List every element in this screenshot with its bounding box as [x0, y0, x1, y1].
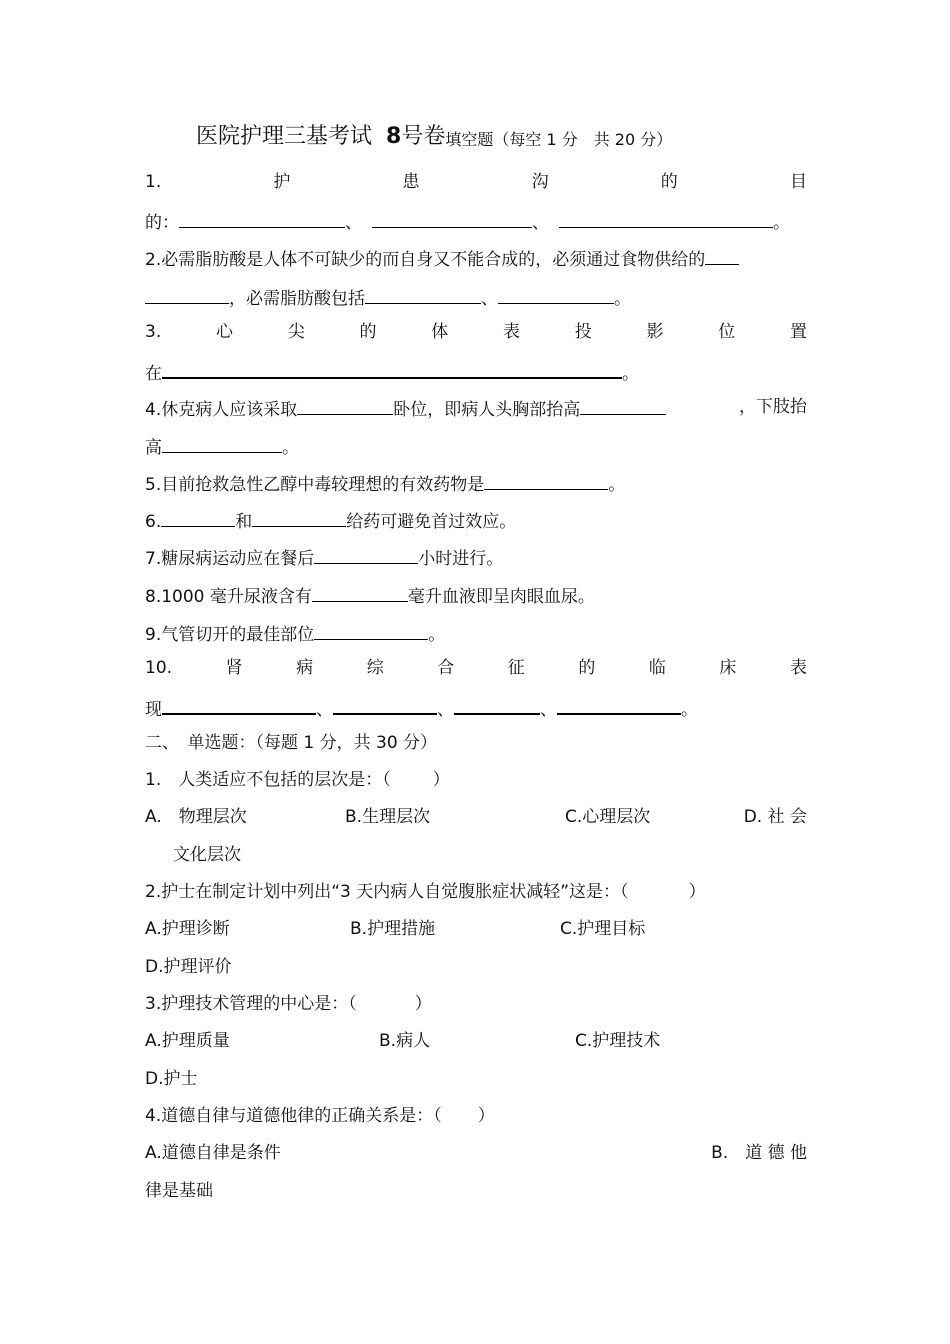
- separator: 、: [540, 700, 557, 720]
- question-4-line-1: [145, 392, 807, 422]
- q10-char: 的: [578, 658, 596, 678]
- answer-blank[interactable]: [179, 205, 345, 228]
- q10-text: 现: [145, 700, 162, 720]
- answer-blank[interactable]: [162, 691, 316, 715]
- q1-char: 沟: [531, 172, 549, 192]
- option-b[interactable]: B.生理层次: [345, 807, 431, 827]
- answer-blank[interactable]: [162, 430, 282, 453]
- answer-blank[interactable]: [365, 281, 481, 304]
- period: 。: [282, 438, 299, 458]
- q8-text: 毫升血液即呈肉眼血尿。: [407, 587, 595, 607]
- answer-blank[interactable]: [557, 691, 681, 715]
- option-b[interactable]: B.护理措施: [350, 919, 436, 939]
- answer-blank[interactable]: [162, 355, 622, 379]
- q4-text: 高: [145, 438, 162, 458]
- q4-text: 卧位，即病人头胸部抬高: [393, 400, 581, 420]
- paren-close: ）: [477, 1106, 495, 1126]
- question-7: [145, 541, 807, 571]
- cq2-text: 2.护士在制定计划中列出“3 天内病人自觉腹胀症状减轻”这是：（: [145, 882, 629, 902]
- cq3-text: 3.护理技术管理的中心是：（: [145, 994, 357, 1014]
- question-1-line-1: [145, 167, 807, 197]
- choice-question-1: [145, 765, 807, 795]
- q3-char: 投: [574, 322, 592, 342]
- q10-char: 10.: [145, 658, 173, 678]
- choice-question-3-options: [145, 1026, 807, 1056]
- question-9: [145, 617, 807, 647]
- answer-blank[interactable]: [314, 617, 428, 640]
- choice-question-4-options: [145, 1138, 807, 1168]
- answer-blank[interactable]: [559, 205, 773, 228]
- q10-char: 床: [719, 658, 737, 678]
- period: 。: [428, 625, 446, 645]
- separator: 、: [316, 700, 333, 720]
- question-1-line-2: [145, 205, 807, 235]
- q1-char: 护: [273, 172, 291, 192]
- q9-text: 9.气管切开的最佳部位: [145, 625, 315, 645]
- option-b[interactable]: B.病人: [379, 1031, 431, 1051]
- q10-char: 病: [296, 658, 314, 678]
- option-d[interactable]: D.护士: [145, 1069, 198, 1089]
- section-title: 二、 单选题：（每题 1 分，共 30 分）: [145, 733, 438, 753]
- question-3-line-1: [145, 317, 807, 347]
- title-suffix: 号卷: [401, 124, 446, 149]
- period: 。: [773, 213, 790, 233]
- section-heading: 填空题（每空 1 分 共 20 分）: [445, 130, 673, 149]
- period: 。: [622, 364, 639, 384]
- option-c[interactable]: C.护理目标: [560, 919, 646, 939]
- answer-blank[interactable]: [454, 691, 540, 715]
- option-b[interactable]: B. 道 德 他: [711, 1143, 807, 1163]
- choice-section-heading: [145, 728, 807, 758]
- q3-char: 体: [431, 322, 449, 342]
- q10-char: 临: [648, 658, 666, 678]
- cq1-text: 1. 人类适应不包括的层次是：（: [145, 770, 391, 790]
- q10-char: 征: [507, 658, 525, 678]
- answer-blank[interactable]: [484, 467, 608, 490]
- separator: 、: [345, 213, 362, 233]
- q10-char: 肾: [225, 658, 243, 678]
- answer-blank[interactable]: [161, 504, 235, 527]
- question-2-line-2: [145, 281, 807, 311]
- q1-text: 的：: [145, 213, 179, 233]
- q4-text: 4.休克病人应该采取: [145, 400, 298, 420]
- answer-blank[interactable]: [314, 541, 418, 564]
- q2-text: 2.必需脂肪酸是人体不可缺少的而自身又不能合成的，必须通过食物供给的: [145, 250, 706, 270]
- paren-close: ）: [688, 882, 706, 902]
- q3-char: 位: [718, 322, 736, 342]
- q5-text: 5.目前抢救急性乙醇中毒较理想的有效药物是: [145, 475, 485, 495]
- q1-char: 患: [402, 172, 420, 192]
- answer-blank[interactable]: [580, 392, 666, 415]
- choice-question-2-options: [145, 914, 807, 944]
- separator: 、: [481, 289, 498, 309]
- q8-text: 8.1000 毫升尿液含有: [145, 587, 312, 607]
- cq4-text: 4.道德自律与道德他律的正确关系是：（: [145, 1106, 442, 1126]
- q1-char: 1.: [145, 172, 162, 192]
- answer-blank[interactable]: [312, 579, 408, 602]
- option-a[interactable]: A.护理质量: [145, 1031, 230, 1051]
- option-c[interactable]: C.护理技术: [575, 1031, 661, 1051]
- answer-blank[interactable]: [498, 281, 614, 304]
- q6-text: 给药可避免首过效应。: [346, 512, 517, 532]
- option-c[interactable]: C.心理层次: [565, 807, 651, 827]
- option-b-cont: 律是基础: [145, 1181, 213, 1201]
- q3-char: 影: [646, 322, 664, 342]
- answer-blank[interactable]: [297, 392, 393, 415]
- question-5: [145, 467, 807, 497]
- q3-char: 尖: [287, 322, 305, 342]
- choice-question-4: [145, 1101, 807, 1131]
- answer-blank[interactable]: [252, 504, 346, 527]
- q6-text: 和: [235, 512, 253, 532]
- q3-char: 心: [215, 322, 233, 342]
- choice-question-2-option-d: [145, 952, 807, 982]
- question-3-line-2: [145, 355, 807, 385]
- q10-char: 综: [366, 658, 384, 678]
- q10-char: 表: [789, 658, 807, 678]
- separator: 、: [532, 213, 549, 233]
- q7-text: 7.糖尿病运动应在餐后: [145, 549, 315, 569]
- q1-char: 的: [660, 172, 678, 192]
- option-a[interactable]: A. 物理层次: [145, 807, 247, 827]
- separator: 、: [437, 700, 454, 720]
- answer-blank[interactable]: [333, 691, 437, 715]
- question-10-line-1: [145, 653, 807, 683]
- q3-char: 表: [502, 322, 520, 342]
- q10-char: 合: [437, 658, 455, 678]
- option-d[interactable]: D.护理评价: [145, 957, 232, 977]
- q6-text: 6.: [145, 512, 162, 532]
- option-a[interactable]: A.道德自律是条件: [145, 1143, 281, 1163]
- period: 。: [681, 700, 698, 720]
- title-main: 医院护理三基考试: [196, 124, 373, 149]
- q2-text: ，必需脂肪酸包括: [229, 289, 365, 309]
- question-4-line-2: [145, 430, 807, 460]
- q3-char: 置: [789, 322, 807, 342]
- q1-char: 目: [789, 172, 807, 192]
- choice-question-3: [145, 989, 807, 1019]
- period: 。: [608, 475, 626, 495]
- paren-close: ）: [432, 770, 450, 790]
- q7-text: 小时进行。: [418, 549, 504, 569]
- choice-question-2: [145, 877, 807, 907]
- paren-close: ）: [414, 994, 432, 1014]
- question-6: [145, 504, 807, 534]
- choice-question-4-cont: [145, 1176, 807, 1206]
- choice-question-3-option-d: [145, 1064, 807, 1094]
- question-10-line-2: [145, 691, 807, 721]
- q3-text: 在: [145, 364, 162, 384]
- title-number: 8: [386, 124, 402, 149]
- answer-blank[interactable]: [705, 242, 739, 265]
- answer-blank[interactable]: [372, 205, 532, 228]
- option-a[interactable]: A.护理诊断: [145, 919, 230, 939]
- q3-char: 3.: [145, 322, 162, 342]
- option-d-cont: 文化层次: [173, 845, 241, 865]
- choice-question-1-cont: [173, 840, 373, 870]
- q3-char: 的: [359, 322, 377, 342]
- choice-question-1-options: [145, 802, 807, 832]
- question-8: [145, 579, 807, 609]
- question-2-line-1: [145, 242, 807, 272]
- answer-blank[interactable]: [145, 281, 229, 304]
- option-d[interactable]: D. 社 会: [743, 807, 807, 827]
- period: 。: [614, 289, 631, 309]
- q4-text: ，下肢抬: [739, 397, 807, 417]
- exam-title: [196, 120, 672, 156]
